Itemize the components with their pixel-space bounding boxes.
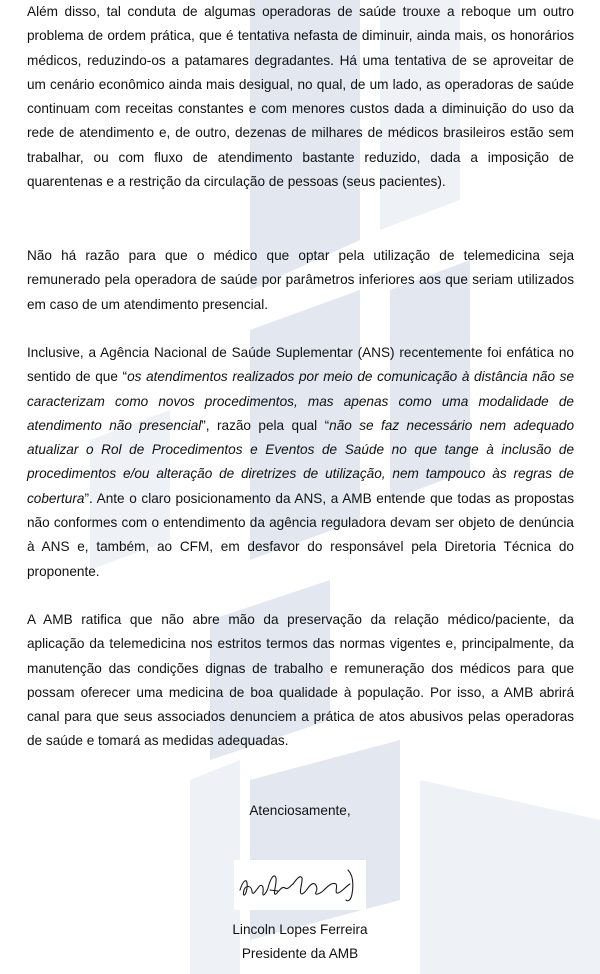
paragraph-text: Além disso, tal conduta de algumas operadoras de saúde trouxe a reboque um outro problema de ordem prática, que é tentativa nefasta de diminuir, ainda mais, os honorários médicos, reduzindo-os a patamares degradantes. Há uma tentativa de se aproveitar de um cenário econômico ainda mais desigual, no qual, de um lado, as operadoras de saúde continuam com receitas constantes e com menores custos dada a diminuição do uso da rede de atendimento e, de outro, dezenas de milhares de médicos brasileiros estão sem trabalhar, ou com fluxo de atendimento bastante reduzido, dada a imposição de quarentenas e a restrição da circulação de pessoas (seus pacientes). (27, 4, 574, 190)
quoted-text: os atendimentos realizados por meio de comunicação à distância não se caracterizam como novos procedimentos, mas apenas como uma modalidade de atendimento não presencial (27, 369, 575, 433)
paragraph-text: Inclusive, a Agência Nacional de Saúde Suplementar (ANS) recentemente foi enfática no sentido de que “ (27, 345, 574, 385)
paragraph-text: ”. Ante o claro posicionamento da ANS, a AMB entende que todas as propostas não conformes com o entendimento da agência reguladora devam ser objeto de denúncia à ANS e, também, ao CFM, em desfavor do responsável pela Diretoria Técnica do proponente. (27, 490, 574, 579)
paragraph-2 (27, 244, 574, 317)
paragraph-1 (27, 0, 574, 194)
paragraph-text: Não há razão para que o médico que optar pela utilização de telemedicina seja remunerado pela operadora de saúde por parâmetros inferiores aos que seriam utilizados em caso de um atendimento presencial. (27, 248, 574, 312)
handwritten-signature-icon (230, 860, 370, 910)
paragraph-3 (27, 341, 574, 584)
paragraph-text: ”, razão pela qual “ (201, 417, 330, 433)
closing-salutation: Atenciosamente, (249, 803, 351, 818)
signatory-name: Lincoln Lopes Ferreira (232, 922, 368, 937)
signatory-role: Presidente da AMB (241, 946, 359, 961)
paragraph-text: A AMB ratifica que não abre mão da preservação da relação médico/paciente, da aplicação da telemedicina nos estritos termos das normas vigentes e, principalmente, da manutenção das condições dignas de trabalho e remuneração dos médicos para que possam oferecer uma medicina de boa qualidade à população. Por isso, a AMB abrirá canal para que seus associados denunciem a prática de atos abusivos pelas operadoras de saúde e tomará as medidas adequadas. (27, 612, 574, 749)
paragraph-4 (27, 608, 574, 754)
quoted-text: não se faz necessário nem adequado atualizar o Rol de Procedimentos e Eventos de Saúde no que tange à inclusão de procedimentos e/ou alteração de diretrizes de utilização, nem tampouco às regras de cobertura (27, 417, 574, 506)
